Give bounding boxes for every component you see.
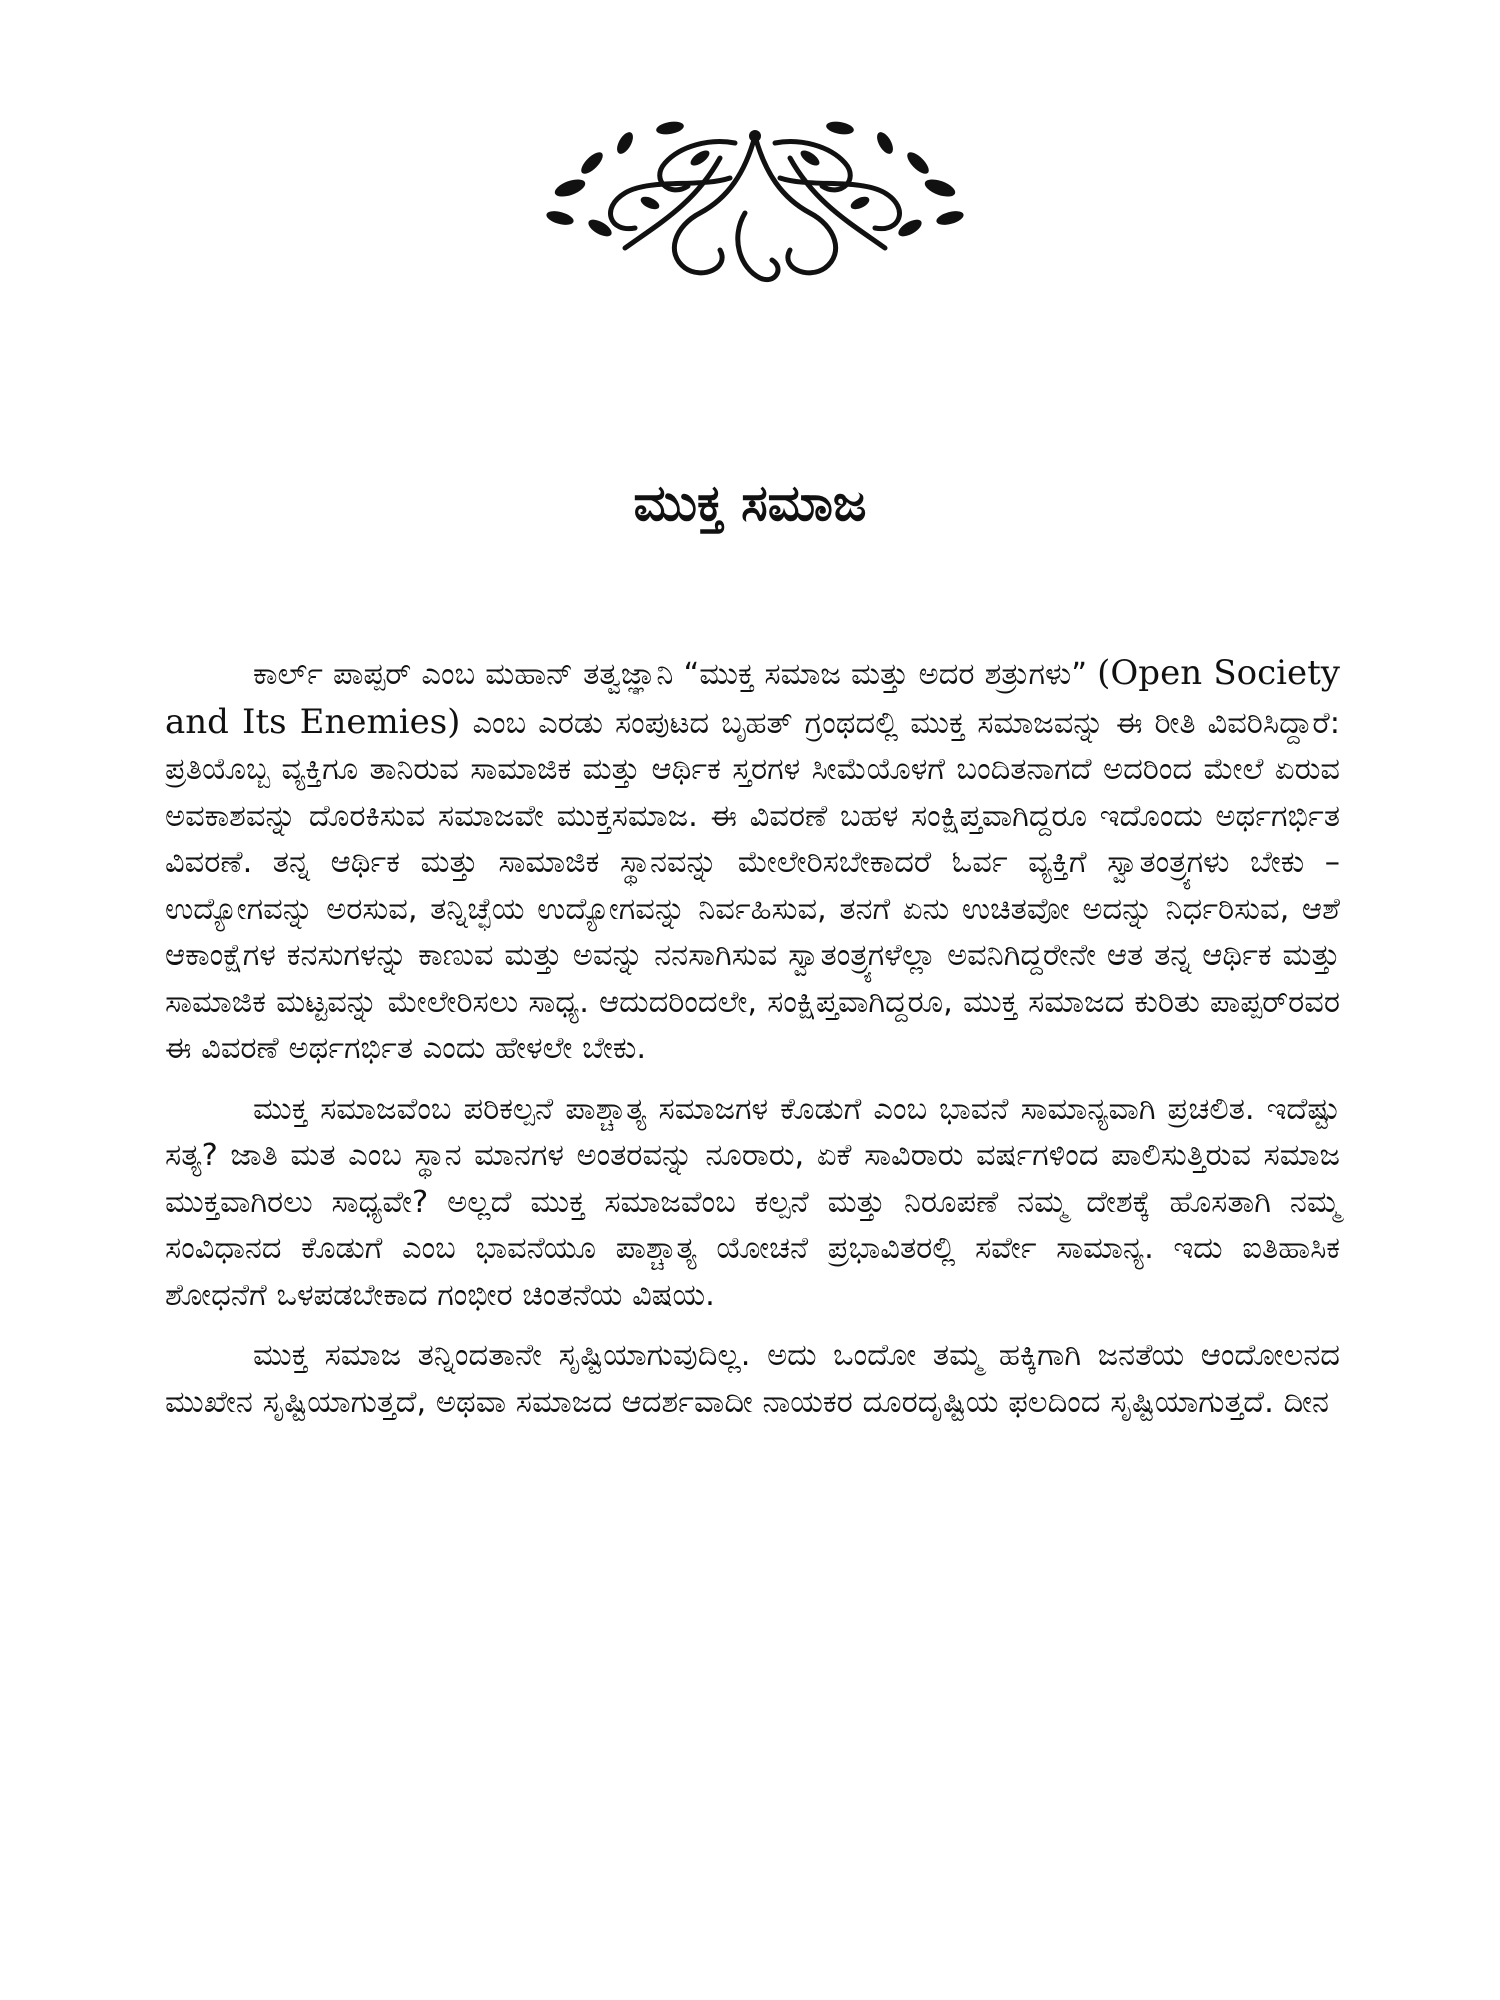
- paragraph-text: ಎಂಬ ಎರಡು ಸಂಪುಟದ ಬೃಹತ್ ಗ್ರಂಥದಲ್ಲಿ ಮುಕ್ತ ಸಮಾಜವನ್ನು ಈ ರೀತಿ ವಿವರಿಸಿದ್ದಾರೆ: ಪ್ರತಿಯೊಬ್ಬ ವ್ಯಕ್ತಿಗೂ ತಾನಿರುವ ಸಾಮಾಜಿಕ ಮತ್ತು ಆರ್ಥಿಕ ಸ್ತರಗಳ ಸೀಮೆಯೊಳಗೆ ಬಂದಿತನಾಗದೆ ಅದರಿಂದ ಮೇಲೆ ಏರುವ ಅವಕಾಶವನ್ನು ದೊರಕಿಸುವ ಸಮಾಜವೇ ಮುಕ್ತಸಮಾಜ. ಈ ವಿವರಣೆ ಬಹಳ ಸಂಕ್ಷಿಪ್ತವಾಗಿದ್ದರೂ ಇದೊಂದು ಅರ್ಥಗರ್ಭಿತ ವಿವರಣೆ. ತನ್ನ ಆರ್ಥಿಕ ಮತ್ತು ಸಾಮಾಜಿಕ ಸ್ಥಾನವನ್ನು ಮೇಲೇರಿಸಬೇಕಾದರೆ ಓರ್ವ ವ್ಯಕ್ತಿಗೆ ಸ್ವಾತಂತ್ರ್ಯಗಳು ಬೇಕು – ಉದ್ಯೋಗವನ್ನು ಅರಸುವ, ತನ್ನಿಚ್ಛೆಯ ಉದ್ಯೋಗವನ್ನು ನಿರ್ವಹಿಸುವ, ತನಗೆ ಏನು ಉಚಿತವೋ ಅದನ್ನು ನಿರ್ಧರಿಸುವ, ಆಶೆ ಆಕಾಂಕ್ಷೆಗಳ ಕನಸುಗಳನ್ನು ಕಾಣುವ ಮತ್ತು ಅವನ್ನು ನನಸಾಗಿಸುವ ಸ್ವಾತಂತ್ರ್ಯಗಳೆಲ್ಲಾ ಅವನಿಗಿದ್ದರೇನೇ ಆತ ತನ್ನ ಆರ್ಥಿಕ ಮತ್ತು ಸಾಮಾಜಿಕ ಮಟ್ಟವನ್ನು ಮೇಲೇರಿಸಲು ಸಾಧ್ಯ. ಆದುದರಿಂದಲೇ, ಸಂಕ್ಷಿಪ್ತವಾಗಿದ್ದರೂ, ಮುಕ್ತ ಸಮಾಜದ ಕುರಿತು ಪಾಪ್ಪರ್‌ರವರ ಈ ವಿವರಣೆ ಅರ್ಥಗರ್ಭಿತ ಎಂದು ಹೇಳಲೇ ಬೇಕು.: [165, 705, 1340, 1066]
- english-book-title: (Open Society and Its Enemies): [165, 653, 1340, 742]
- paragraph: [165, 650, 1340, 1073]
- paragraph: ಮುಕ್ತ ಸಮಾಜವೆಂಬ ಪರಿಕಲ್ಪನೆ ಪಾಶ್ಚಾತ್ಯ ಸಮಾಜಗಳ ಕೊಡುಗೆ ಎಂಬ ಭಾವನೆ ಸಾಮಾನ್ಯವಾಗಿ ಪ್ರಚಲಿತ. ಇದೆಷ್ಟು ಸತ್ಯ? ಜಾತಿ ಮತ ಎಂಬ ಸ್ಥಾನ ಮಾನಗಳ ಅಂತರವನ್ನು ನೂರಾರು, ಏಕೆ ಸಾವಿರಾರು ವರ್ಷಗಳಿಂದ ಪಾಲಿಸುತ್ತಿರುವ ಸಮಾಜ ಮುಕ್ತವಾಗಿರಲು ಸಾಧ್ಯವೇ? ಅಲ್ಲದೆ ಮುಕ್ತ ಸಮಾಜವೆಂಬ ಕಲ್ಪನೆ ಮತ್ತು ನಿರೂಪಣೆ ನಮ್ಮ ದೇಶಕ್ಕೆ ಹೊಸತಾಗಿ ನಮ್ಮ ಸಂವಿಧಾನದ ಕೊಡುಗೆ ಎಂಬ ಭಾವನೆಯೂ ಪಾಶ್ಚಾತ್ಯ ಯೋಚನೆ ಪ್ರಭಾವಿತರಲ್ಲಿ ಸರ್ವೇ ಸಾಮಾನ್ಯ. ಇದು ಐತಿಹಾಸಿಕ ಶೋಧನೆಗೆ ಒಳಪಡಬೇಕಾದ ಗಂಭೀರ ಚಿಂತನೆಯ ವಿಷಯ.: [165, 1091, 1340, 1313]
- body-text: [165, 650, 1340, 1440]
- paragraph-text: ಕಾರ್ಲ್ ಪಾಪ್ಪರ್ ಎಂಬ ಮಹಾನ್ ತತ್ವಜ್ಞಾನಿ “ಮುಕ್ತ ಸಮಾಜ ಮತ್ತು ಅದರ ಶತ್ರುಗಳು”: [253, 657, 1088, 692]
- floral-ornament-icon: [530, 118, 980, 288]
- paragraph: ಮುಕ್ತ ಸಮಾಜ ತನ್ನಿಂದತಾನೇ ಸೃಷ್ಟಿಯಾಗುವುದಿಲ್ಲ. ಅದು ಒಂದೋ ತಮ್ಮ ಹಕ್ಕಿಗಾಗಿ ಜನತೆಯ ಆಂದೋಲನದ ಮುಖೇನ ಸೃಷ್ಟಿಯಾಗುತ್ತದೆ, ಅಥವಾ ಸಮಾಜದ ಆದರ್ಶವಾದೀ ನಾಯಕರ ದೂರದೃಷ್ಟಿಯ ಫಲದಿಂದ ಸೃಷ್ಟಿಯಾಗುತ್ತದೆ. ದೀನ: [165, 1338, 1340, 1420]
- page-title: ಮುಕ್ತ ಸಮಾಜ: [633, 474, 867, 532]
